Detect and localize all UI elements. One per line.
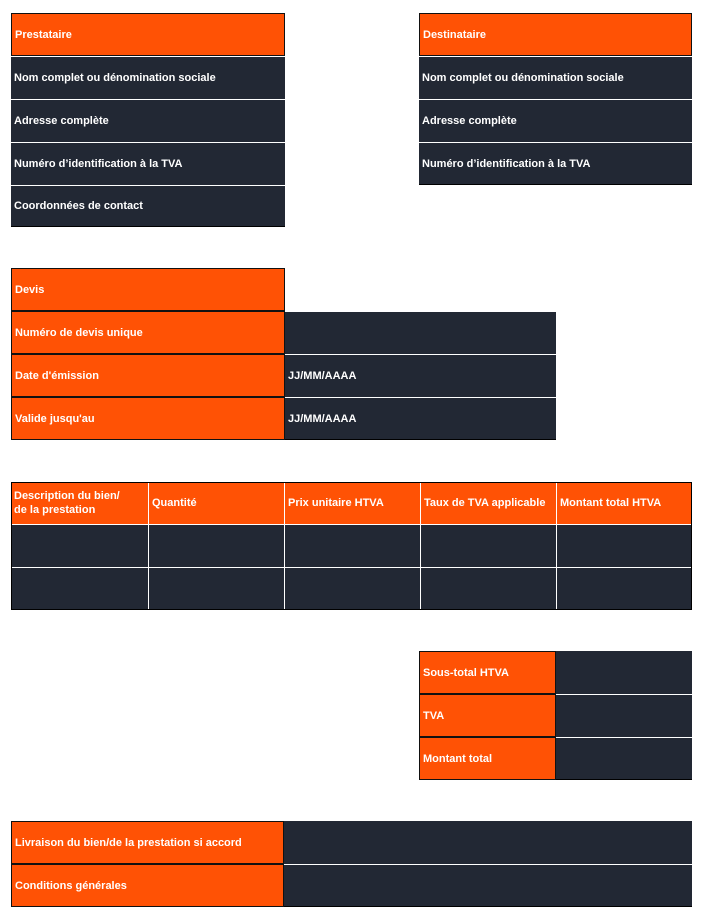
delivery-label: Livraison du bien/de la prestation si accord bbox=[11, 821, 284, 864]
subtotal-label: Sous-total HTVA bbox=[419, 651, 556, 694]
total-amount-label: Montant total bbox=[419, 737, 556, 780]
column-header-description: Description du bien/ de la prestation bbox=[11, 482, 148, 524]
table-cell[interactable] bbox=[148, 524, 284, 567]
table-cell[interactable] bbox=[284, 524, 420, 567]
general-conditions-label: Conditions générales bbox=[11, 864, 284, 907]
destinataire-name-field[interactable]: Nom complet ou dénomination sociale bbox=[419, 56, 692, 99]
subtotal-value[interactable] bbox=[556, 651, 692, 694]
devis-valid-until-value[interactable]: JJ/MM/AAAA bbox=[285, 397, 556, 440]
destinataire-address-field[interactable]: Adresse complète bbox=[419, 99, 692, 142]
table-cell[interactable] bbox=[11, 567, 148, 610]
vat-value[interactable] bbox=[556, 694, 692, 737]
devis-number-value[interactable] bbox=[285, 311, 556, 354]
devis-number-label: Numéro de devis unique bbox=[11, 311, 285, 354]
table-cell[interactable] bbox=[556, 567, 692, 610]
column-header-total: Montant total HTVA bbox=[556, 482, 692, 524]
table-cell[interactable] bbox=[11, 524, 148, 567]
total-amount-value[interactable] bbox=[556, 737, 692, 780]
table-cell[interactable] bbox=[284, 567, 420, 610]
prestataire-contact-field[interactable]: Coordonnées de contact bbox=[11, 185, 285, 227]
table-cell[interactable] bbox=[556, 524, 692, 567]
delivery-value[interactable] bbox=[284, 821, 692, 864]
table-cell[interactable] bbox=[420, 524, 556, 567]
table-cell[interactable] bbox=[420, 567, 556, 610]
column-header-vat-rate: Taux de TVA applicable bbox=[420, 482, 556, 524]
devis-valid-until-label: Valide jusqu'au bbox=[11, 397, 285, 440]
destinataire-vat-field[interactable]: Numéro d’identification à la TVA bbox=[419, 142, 692, 185]
destinataire-header: Destinataire bbox=[419, 13, 692, 56]
table-cell[interactable] bbox=[148, 567, 284, 610]
devis-issue-date-label: Date d'émission bbox=[11, 354, 285, 397]
vat-label: TVA bbox=[419, 694, 556, 737]
devis-issue-date-value[interactable]: JJ/MM/AAAA bbox=[285, 354, 556, 397]
devis-header: Devis bbox=[11, 268, 285, 311]
prestataire-header: Prestataire bbox=[11, 13, 285, 56]
prestataire-address-field[interactable]: Adresse complète bbox=[11, 99, 285, 142]
prestataire-vat-field[interactable]: Numéro d’identification à la TVA bbox=[11, 142, 285, 185]
column-header-unit-price: Prix unitaire HTVA bbox=[284, 482, 420, 524]
column-header-quantity: Quantité bbox=[148, 482, 284, 524]
general-conditions-value[interactable] bbox=[284, 864, 692, 907]
prestataire-name-field[interactable]: Nom complet ou dénomination sociale bbox=[11, 56, 285, 99]
